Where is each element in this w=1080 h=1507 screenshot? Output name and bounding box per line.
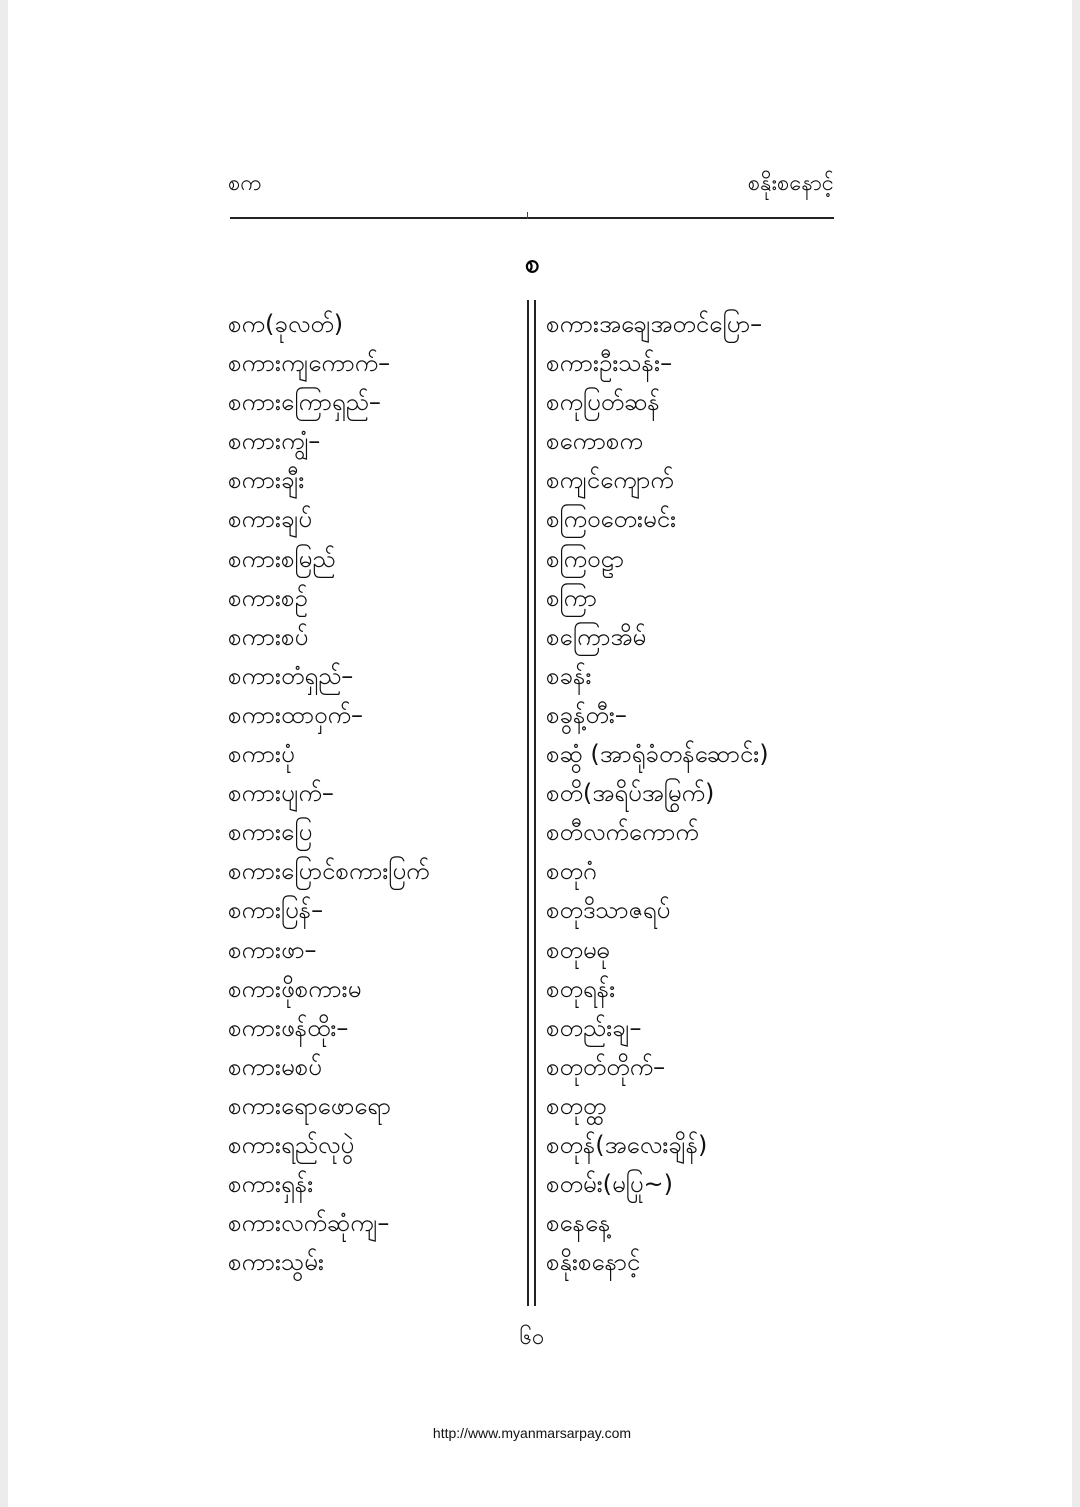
word-entry: စကားကျကောက်–: [228, 349, 391, 378]
column-divider-line: [534, 300, 536, 1306]
word-entry: စကောစက: [546, 427, 643, 456]
column-divider-line: [527, 300, 529, 1306]
word-entry: စကားကျွံ–: [228, 427, 321, 456]
word-entry: စတမ်း(မပြု~): [546, 1170, 673, 1199]
word-entry: စကြောအိမ်: [546, 622, 647, 651]
word-entry: စကားစမြည်: [228, 544, 336, 573]
word-entry: စတုမဓု: [546, 935, 611, 964]
word-entry: စကားရည်လုပွဲ: [228, 1130, 355, 1159]
word-entry: စကြာ: [546, 583, 597, 612]
word-entry: စကားမစပ်: [228, 1052, 322, 1081]
word-entry: စကားပြေ: [228, 818, 313, 847]
header-rule: [230, 217, 834, 219]
left-word-column: [228, 305, 518, 1282]
word-entry: စကားဖိုစကားမ: [228, 974, 362, 1003]
word-entry: စကြဝဠာ: [546, 544, 625, 573]
running-header-last-word: စနိုးစနောင့်: [747, 171, 834, 196]
word-entry: စဆွံ (အာရုံခံတန်ဆောင်း): [546, 740, 769, 769]
word-entry: စတုဒိသာဇရပ်: [546, 896, 671, 925]
right-word-column: [546, 305, 846, 1282]
word-entry: စကားပြောင်စကားပြက်: [228, 857, 430, 886]
running-header-first-word: စက: [228, 171, 262, 196]
word-entry: စကုပြတ်ဆန်: [546, 388, 660, 417]
word-entry: စကျင်ကျောက်: [546, 466, 674, 495]
dictionary-page: [8, 0, 1072, 1507]
word-entry: စကားဖန်ထိုး–: [228, 1013, 349, 1042]
word-entry: စတုဂံ: [546, 857, 597, 886]
word-entry: စကားကြောရှည်–: [228, 388, 381, 417]
word-entry: စကားပြန်–: [228, 896, 324, 925]
section-letter-heading: စ: [524, 249, 540, 279]
word-entry: စကားပုံ: [228, 740, 295, 769]
word-entry: စကားထာဝှက်–: [228, 700, 363, 729]
word-entry: စကားရှန်း: [228, 1170, 314, 1199]
header-rule-tick: [527, 212, 528, 219]
word-entry: စကားချပ်: [228, 505, 312, 534]
word-entry: စတုန်(အလေးချိန်): [546, 1130, 708, 1159]
word-entry: စကားစပ်: [228, 622, 309, 651]
word-entry: စကြဝတေးမင်း: [546, 505, 677, 534]
word-entry: စကားအချေအတင်ပြော–: [546, 310, 763, 338]
word-entry: စခွန့်တီး–: [546, 700, 627, 729]
word-entry: စကားဖာ–: [228, 935, 317, 964]
word-entry: စတုတ္ထ: [546, 1091, 607, 1120]
word-entry: စတည်းချ–: [546, 1013, 642, 1042]
word-entry: စက(ခုလတ်): [228, 310, 344, 338]
word-entry: စတီလက်ကောက်: [546, 818, 699, 847]
word-entry: စနိုးစနောင့်: [546, 1248, 641, 1277]
word-entry: စခန်း: [546, 661, 592, 690]
word-entry: စကားသွမ်း: [228, 1248, 324, 1277]
word-entry: စကားချီး: [228, 466, 305, 495]
word-entry: စတုရန်း: [546, 974, 616, 1003]
word-entry: စကားဦးသန်း–: [546, 349, 673, 378]
word-entry: စကားတံရှည်–: [228, 661, 354, 690]
word-entry: စကားစဉ်: [228, 583, 308, 612]
word-entry: စကားလက်ဆုံကျ–: [228, 1209, 390, 1238]
word-entry: စတုတ်တိုက်–: [546, 1052, 666, 1081]
word-entry: စတိ(အရိပ်အမြွက်): [546, 779, 715, 808]
footer-url: http://www.myanmarsarpay.com: [432, 1425, 632, 1441]
word-entry: စကားရောဖောရော: [228, 1091, 391, 1120]
word-entry: စနေနေ့: [546, 1209, 611, 1238]
page-number: ၆၀: [519, 1325, 545, 1350]
word-entry: စကားပျက်–: [228, 779, 334, 808]
